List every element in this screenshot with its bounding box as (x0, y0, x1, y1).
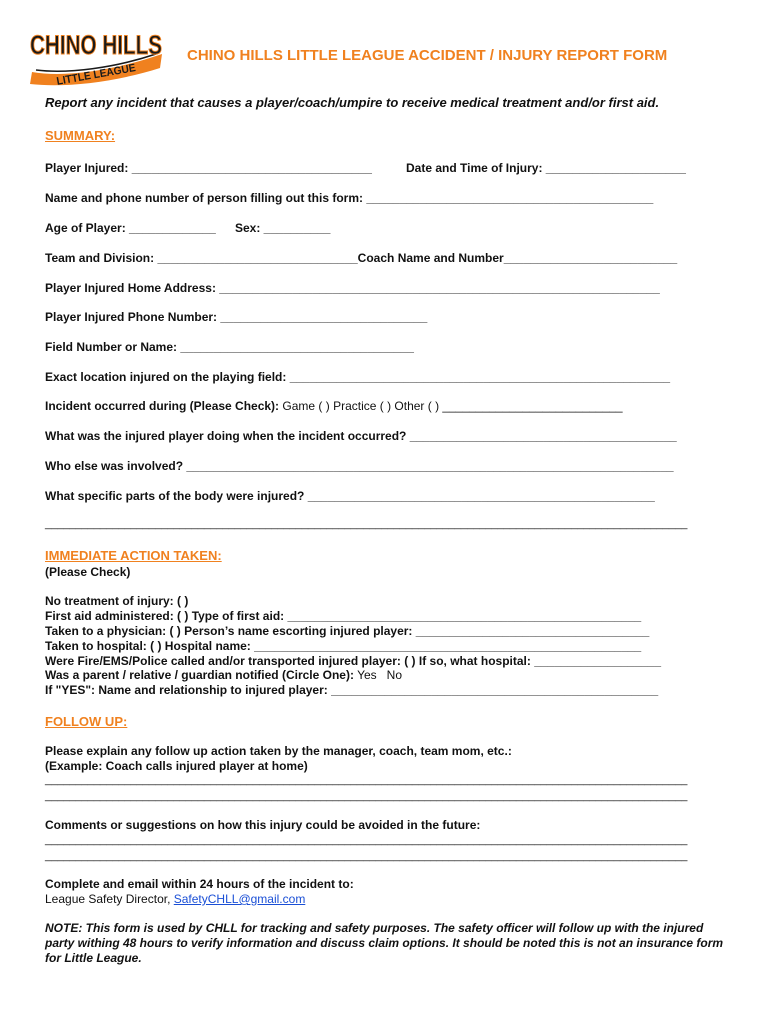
follow-up-line-1[interactable]: _________________________________________________________________________________________________________ (45, 774, 688, 786)
follow-up-heading: FOLLOW UP: (45, 714, 128, 729)
parent-notified-label: Was a parent / relative / guardian notified (Circle One): (45, 668, 354, 682)
physician-field[interactable]: Taken to a physician: ( ) Person’s name escorting injured player: ___________________________________ (45, 624, 650, 638)
follow-up-explain: Please explain any follow up action taken by the manager, coach, team mom, etc.: (45, 744, 512, 758)
please-check-label: (Please Check) (45, 565, 131, 579)
parent-notified-options[interactable]: Yes No (353, 668, 402, 682)
chino-hills-logo (26, 18, 166, 88)
incident-during-field[interactable] (45, 399, 623, 413)
follow-up-example: (Example: Coach calls injured player at home) (45, 759, 308, 773)
field-name-field[interactable]: Field Number or Name: ___________________________________ (45, 340, 414, 354)
incident-options[interactable]: Game ( ) Practice ( ) Other ( ) ___________________________ (279, 399, 623, 413)
name-phone-field[interactable]: Name and phone number of person filling out this form: ___________________________________________ (45, 191, 654, 205)
summary-heading: SUMMARY: (45, 128, 116, 143)
form-subtitle: Report any incident that causes a player/coach/umpire to receive medical treatment and/or first aid. (45, 95, 660, 110)
age-field[interactable]: Age of Player: _____________ (45, 221, 216, 235)
safety-director-label: League Safety Director, (45, 892, 174, 906)
home-address-field[interactable]: Player Injured Home Address: __________________________________________________________________ (45, 281, 660, 295)
comments-line-2[interactable]: _________________________________________________________________________________________________________ (45, 850, 688, 862)
follow-up-line-2[interactable]: _________________________________________________________________________________________________________ (45, 790, 688, 802)
exact-location-field[interactable]: Exact location injured on the playing field: _________________________________________________________ (45, 370, 671, 384)
ems-field[interactable]: Were Fire/EMS/Police called and/or transported injured player: ( ) If so, what hospital: ___________________ (45, 654, 662, 668)
player-doing-field[interactable]: What was the injured player doing when the incident occurred? ________________________________________ (45, 429, 677, 443)
logo-banner-text: LITTLE LEAGUE (55, 61, 143, 88)
who-else-field[interactable]: Who else was involved? _________________________________________________________________________ (45, 459, 674, 473)
hospital-field[interactable]: Taken to hospital: ( ) Hospital name: __________________________________________________________ (45, 639, 642, 653)
immediate-heading: IMMEDIATE ACTION TAKEN: (45, 548, 222, 563)
incident-label: Incident occurred during (Please Check): (45, 399, 280, 413)
date-time-field[interactable]: Date and Time of Injury: _____________________ (406, 161, 686, 175)
comments-line-1[interactable]: _________________________________________________________________________________________________________ (45, 834, 688, 846)
parent-notified-field[interactable] (45, 668, 402, 682)
sex-field[interactable]: Sex: __________ (235, 221, 331, 235)
email-instruction: Complete and email within 24 hours of the incident to: (45, 877, 354, 891)
safety-director-line (45, 892, 305, 906)
form-title: CHINO HILLS LITTLE LEAGUE ACCIDENT / INJURY REPORT FORM (187, 47, 668, 64)
note-text: NOTE: This form is used by CHLL for tracking and safety purposes. The safety officer will follow up with the injured party withing 48 hours to verify information and discuss claim options. It should be noted this is not an insurance form for Little League. (45, 921, 724, 965)
comments-label: Comments or suggestions on how this injury could be avoided in the future: (45, 818, 481, 832)
extra-line-field[interactable]: _________________________________________________________________________________________________________ (45, 518, 688, 530)
safety-email-link[interactable]: SafetyCHLL@gmail.com (173, 892, 306, 906)
team-division-field[interactable]: Team and Division: ______________________________Coach Name and Number__________________________ (45, 251, 678, 265)
logo-main-text: CHINO HILLS (30, 30, 162, 60)
player-injured-field[interactable]: Player Injured: ____________________________________ (45, 161, 372, 175)
no-treatment-field[interactable]: No treatment of injury: ( ) (45, 594, 189, 608)
body-parts-field[interactable]: What specific parts of the body were injured? ____________________________________________________ (45, 489, 655, 503)
first-aid-field[interactable]: First aid administered: ( ) Type of first aid: _____________________________________________________ (45, 609, 642, 623)
phone-number-field[interactable]: Player Injured Phone Number: _______________________________ (45, 310, 428, 324)
if-yes-field[interactable]: If "YES": Name and relationship to injured player: _________________________________________________ (45, 683, 659, 697)
